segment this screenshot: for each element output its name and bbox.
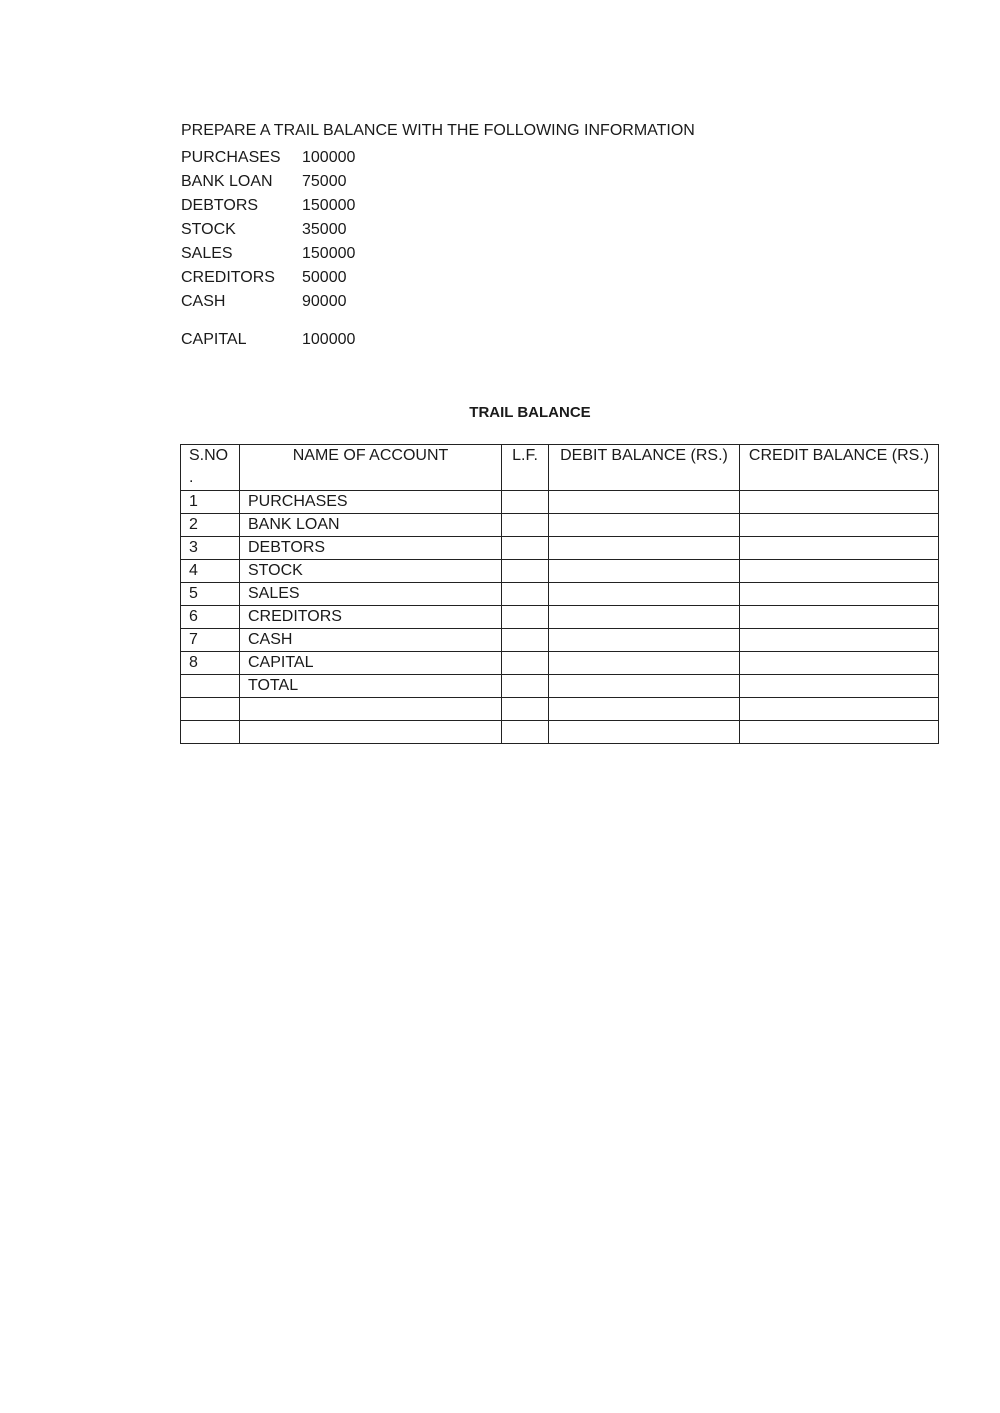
info-amount: 75000 bbox=[302, 173, 347, 190]
row-account-name[interactable] bbox=[240, 698, 502, 721]
row-credit-cell[interactable] bbox=[740, 537, 939, 560]
info-amount: 50000 bbox=[302, 269, 347, 286]
row-credit-cell[interactable] bbox=[740, 629, 939, 652]
row-sno: 2 bbox=[181, 514, 240, 537]
row-debit-cell[interactable] bbox=[549, 583, 740, 606]
table-row bbox=[181, 491, 939, 514]
row-account-name: CASH bbox=[240, 629, 502, 652]
table-row-empty bbox=[181, 721, 939, 744]
info-item bbox=[181, 170, 355, 194]
row-account-name: CAPITAL bbox=[240, 652, 502, 675]
row-lf-cell[interactable] bbox=[502, 652, 549, 675]
given-information-list bbox=[181, 146, 355, 352]
row-sno: 8 bbox=[181, 652, 240, 675]
row-sno[interactable] bbox=[181, 698, 240, 721]
info-amount: 90000 bbox=[302, 293, 347, 310]
row-sno[interactable] bbox=[181, 721, 240, 744]
table-row bbox=[181, 583, 939, 606]
row-debit-cell[interactable] bbox=[549, 652, 740, 675]
row-lf-cell[interactable] bbox=[502, 606, 549, 629]
row-sno: 7 bbox=[181, 629, 240, 652]
info-account-name: CASH bbox=[181, 293, 226, 310]
row-lf-cell[interactable] bbox=[502, 560, 549, 583]
info-account-name: PURCHASES bbox=[181, 149, 281, 166]
info-account-name: CAPITAL bbox=[181, 331, 247, 348]
row-sno: 4 bbox=[181, 560, 240, 583]
row-account-name: PURCHASES bbox=[240, 491, 502, 514]
table-row bbox=[181, 514, 939, 537]
info-item bbox=[181, 146, 355, 170]
info-item bbox=[181, 218, 355, 242]
info-account-name: DEBTORS bbox=[181, 197, 259, 214]
row-lf-cell[interactable] bbox=[502, 514, 549, 537]
trail-balance-table bbox=[180, 444, 939, 744]
row-account-name: DEBTORS bbox=[240, 537, 502, 560]
question-heading: PREPARE A TRAIL BALANCE WITH THE FOLLOWING INFORMATION bbox=[181, 122, 695, 139]
row-credit-cell[interactable] bbox=[740, 675, 939, 698]
row-sno: 1 bbox=[181, 491, 240, 514]
row-sno: 5 bbox=[181, 583, 240, 606]
row-credit-cell[interactable] bbox=[740, 652, 939, 675]
header-debit-balance: DEBIT BALANCE (RS.) bbox=[549, 445, 740, 491]
row-lf-cell[interactable] bbox=[502, 491, 549, 514]
info-amount: 100000 bbox=[302, 331, 356, 348]
row-account-name: SALES bbox=[240, 583, 502, 606]
row-debit-cell[interactable] bbox=[549, 606, 740, 629]
row-credit-cell[interactable] bbox=[740, 491, 939, 514]
row-credit-cell[interactable] bbox=[740, 514, 939, 537]
row-lf-cell[interactable] bbox=[502, 537, 549, 560]
row-debit-cell[interactable] bbox=[549, 675, 740, 698]
table-row bbox=[181, 652, 939, 675]
table-title: TRAIL BALANCE bbox=[469, 404, 591, 421]
header-lf: L.F. bbox=[502, 445, 549, 491]
row-credit-cell[interactable] bbox=[740, 721, 939, 744]
info-item bbox=[181, 266, 355, 290]
table-row bbox=[181, 606, 939, 629]
row-debit-cell[interactable] bbox=[549, 491, 740, 514]
row-account-name: BANK LOAN bbox=[240, 514, 502, 537]
row-account-name: STOCK bbox=[240, 560, 502, 583]
info-account-name: STOCK bbox=[181, 221, 236, 238]
row-account-name[interactable] bbox=[240, 721, 502, 744]
info-amount: 35000 bbox=[302, 221, 347, 238]
row-lf-cell[interactable] bbox=[502, 698, 549, 721]
row-debit-cell[interactable] bbox=[549, 514, 740, 537]
row-debit-cell[interactable] bbox=[549, 629, 740, 652]
row-account-name: CREDITORS bbox=[240, 606, 502, 629]
row-sno bbox=[181, 675, 240, 698]
info-item bbox=[181, 242, 355, 266]
info-account-name: BANK LOAN bbox=[181, 173, 273, 190]
header-account-name: NAME OF ACCOUNT bbox=[240, 445, 502, 491]
header-sno-line1: S.NO bbox=[189, 447, 229, 464]
header-sno bbox=[181, 445, 240, 491]
table-row bbox=[181, 560, 939, 583]
row-debit-cell[interactable] bbox=[549, 537, 740, 560]
table-total-row bbox=[181, 675, 939, 698]
row-debit-cell[interactable] bbox=[549, 560, 740, 583]
table-header-row bbox=[181, 445, 939, 491]
info-amount: 150000 bbox=[302, 197, 356, 214]
table-row bbox=[181, 629, 939, 652]
row-lf-cell[interactable] bbox=[502, 675, 549, 698]
row-credit-cell[interactable] bbox=[740, 583, 939, 606]
table-row-empty bbox=[181, 698, 939, 721]
header-credit-balance: CREDIT BALANCE (RS.) bbox=[740, 445, 939, 491]
info-account-name: SALES bbox=[181, 245, 233, 262]
row-lf-cell[interactable] bbox=[502, 721, 549, 744]
row-credit-cell[interactable] bbox=[740, 698, 939, 721]
row-lf-cell[interactable] bbox=[502, 629, 549, 652]
row-credit-cell[interactable] bbox=[740, 560, 939, 583]
info-amount: 100000 bbox=[302, 149, 356, 166]
info-item bbox=[181, 328, 355, 352]
row-debit-cell[interactable] bbox=[549, 698, 740, 721]
info-account-name: CREDITORS bbox=[181, 269, 275, 286]
row-debit-cell[interactable] bbox=[549, 721, 740, 744]
row-credit-cell[interactable] bbox=[740, 606, 939, 629]
table-row bbox=[181, 537, 939, 560]
row-sno: 3 bbox=[181, 537, 240, 560]
info-amount: 150000 bbox=[302, 245, 356, 262]
row-account-name: TOTAL bbox=[240, 675, 502, 698]
row-sno: 6 bbox=[181, 606, 240, 629]
info-item bbox=[181, 290, 355, 314]
header-sno-line2: . bbox=[189, 469, 194, 486]
info-item bbox=[181, 194, 355, 218]
row-lf-cell[interactable] bbox=[502, 583, 549, 606]
